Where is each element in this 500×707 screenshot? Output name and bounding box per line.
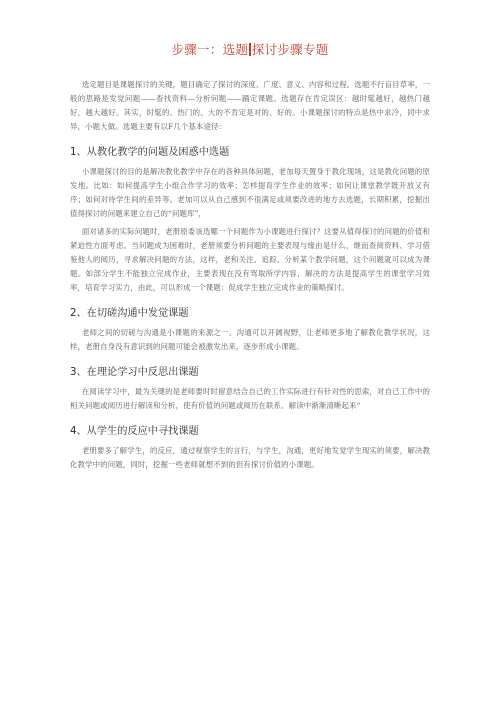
title-part-1: 步骤一：选题 — [171, 42, 249, 57]
section-4-paragraph-1: 老册要多了解学生，的反应，通过视察学生的言行，与学生，沟通，更好地发觉学生现实的须要，解决教化教学中的问题，同时，挖掘一些老师就想不到的但有探讨价值的小课题。 — [70, 446, 430, 469]
title-part-2: 探讨步骤专题 — [251, 42, 329, 57]
section-3-heading: 3、在理论学习中反思出课题 — [70, 367, 199, 378]
section-1-paragraph-2: 面对诸多的实际问题时，老册原委该选哪一个问题作为小课题进行探讨？这要从值得探讨的问题的价值和紧迫性方面考虑。当问题成为困难时，老册须要分析问题的主要表现与缘由是什么，继而查阅资料、学习借鉴他人的阅历，寻求解决问题的方法，这样，老和关注、追踪、分析某个教学问题，这个问题就可以成为课题。如部分学生不能独立完成作业，主要表现在没有驾取所学内容，解决的方法是提高学生的课堂学习效率，培育学习实力，由此，可以形成一个课题：促成学生独立完成作业的策略探讨。 — [70, 227, 430, 292]
document-title — [70, 40, 430, 58]
section-2-heading: 2、在切磋沟通中发觉课题 — [70, 308, 189, 319]
section-1-paragraph-1: 小课题探讨的目的是解决教化教学中存在的各种具体问题，老加每天置身于教化现场，这是教化问题的原发地。比如：如何提高学生小组合作学习的效率；怎样提育学生作业的效率；如何让课堂教学既开放又有序；如何对待学生间的差异等。老加可以从自己感到不很满足或须要改进的地方去选题，长期积累，挖掘出值得探讨的问题来建立自己的“问题库”， — [70, 167, 430, 218]
section-3-paragraph-1: 在阅读学习中，最为关键的是老师要时时留意结合自己的工作实际进行有针对性的思索，对自己工作中的相关问题或阅历进行解读和分析，使有价值的问题或阅历在联系、解读中渐渐清晰起来“ — [70, 387, 430, 410]
text-cursor — [249, 43, 251, 56]
section-4-heading: 4、从学生的反应中寻找课题 — [70, 426, 199, 437]
section-2-paragraph-1: 老师之间的切磋与沟通是小课题的来源之一。沟通可以开阔视野，让老师更多地了解教化教学状况，这样，老册自身没有意识到的问题可能会被激发出来，逐步形成小课题。 — [70, 328, 430, 351]
intro-paragraph: 选定题目是课题探讨的关键，题目确定了探讨的深度、广度、意义、内容和过程。选题不行盲目草率，一般的思路是发觉问题——查找资料—分析问题——踊定课题。选题存在肯定误区：越时髦越好，越热门越好，越大越好。其实，时髦的、热门的、大的不肯定是对的、好的。小课题探讨的特点是热中求冷，同中求异，小题大做。选题主要有以F几个基本途径： — [70, 80, 430, 131]
section-1-heading: 1、从教化教学的问题及困惑中选题 — [70, 147, 230, 158]
